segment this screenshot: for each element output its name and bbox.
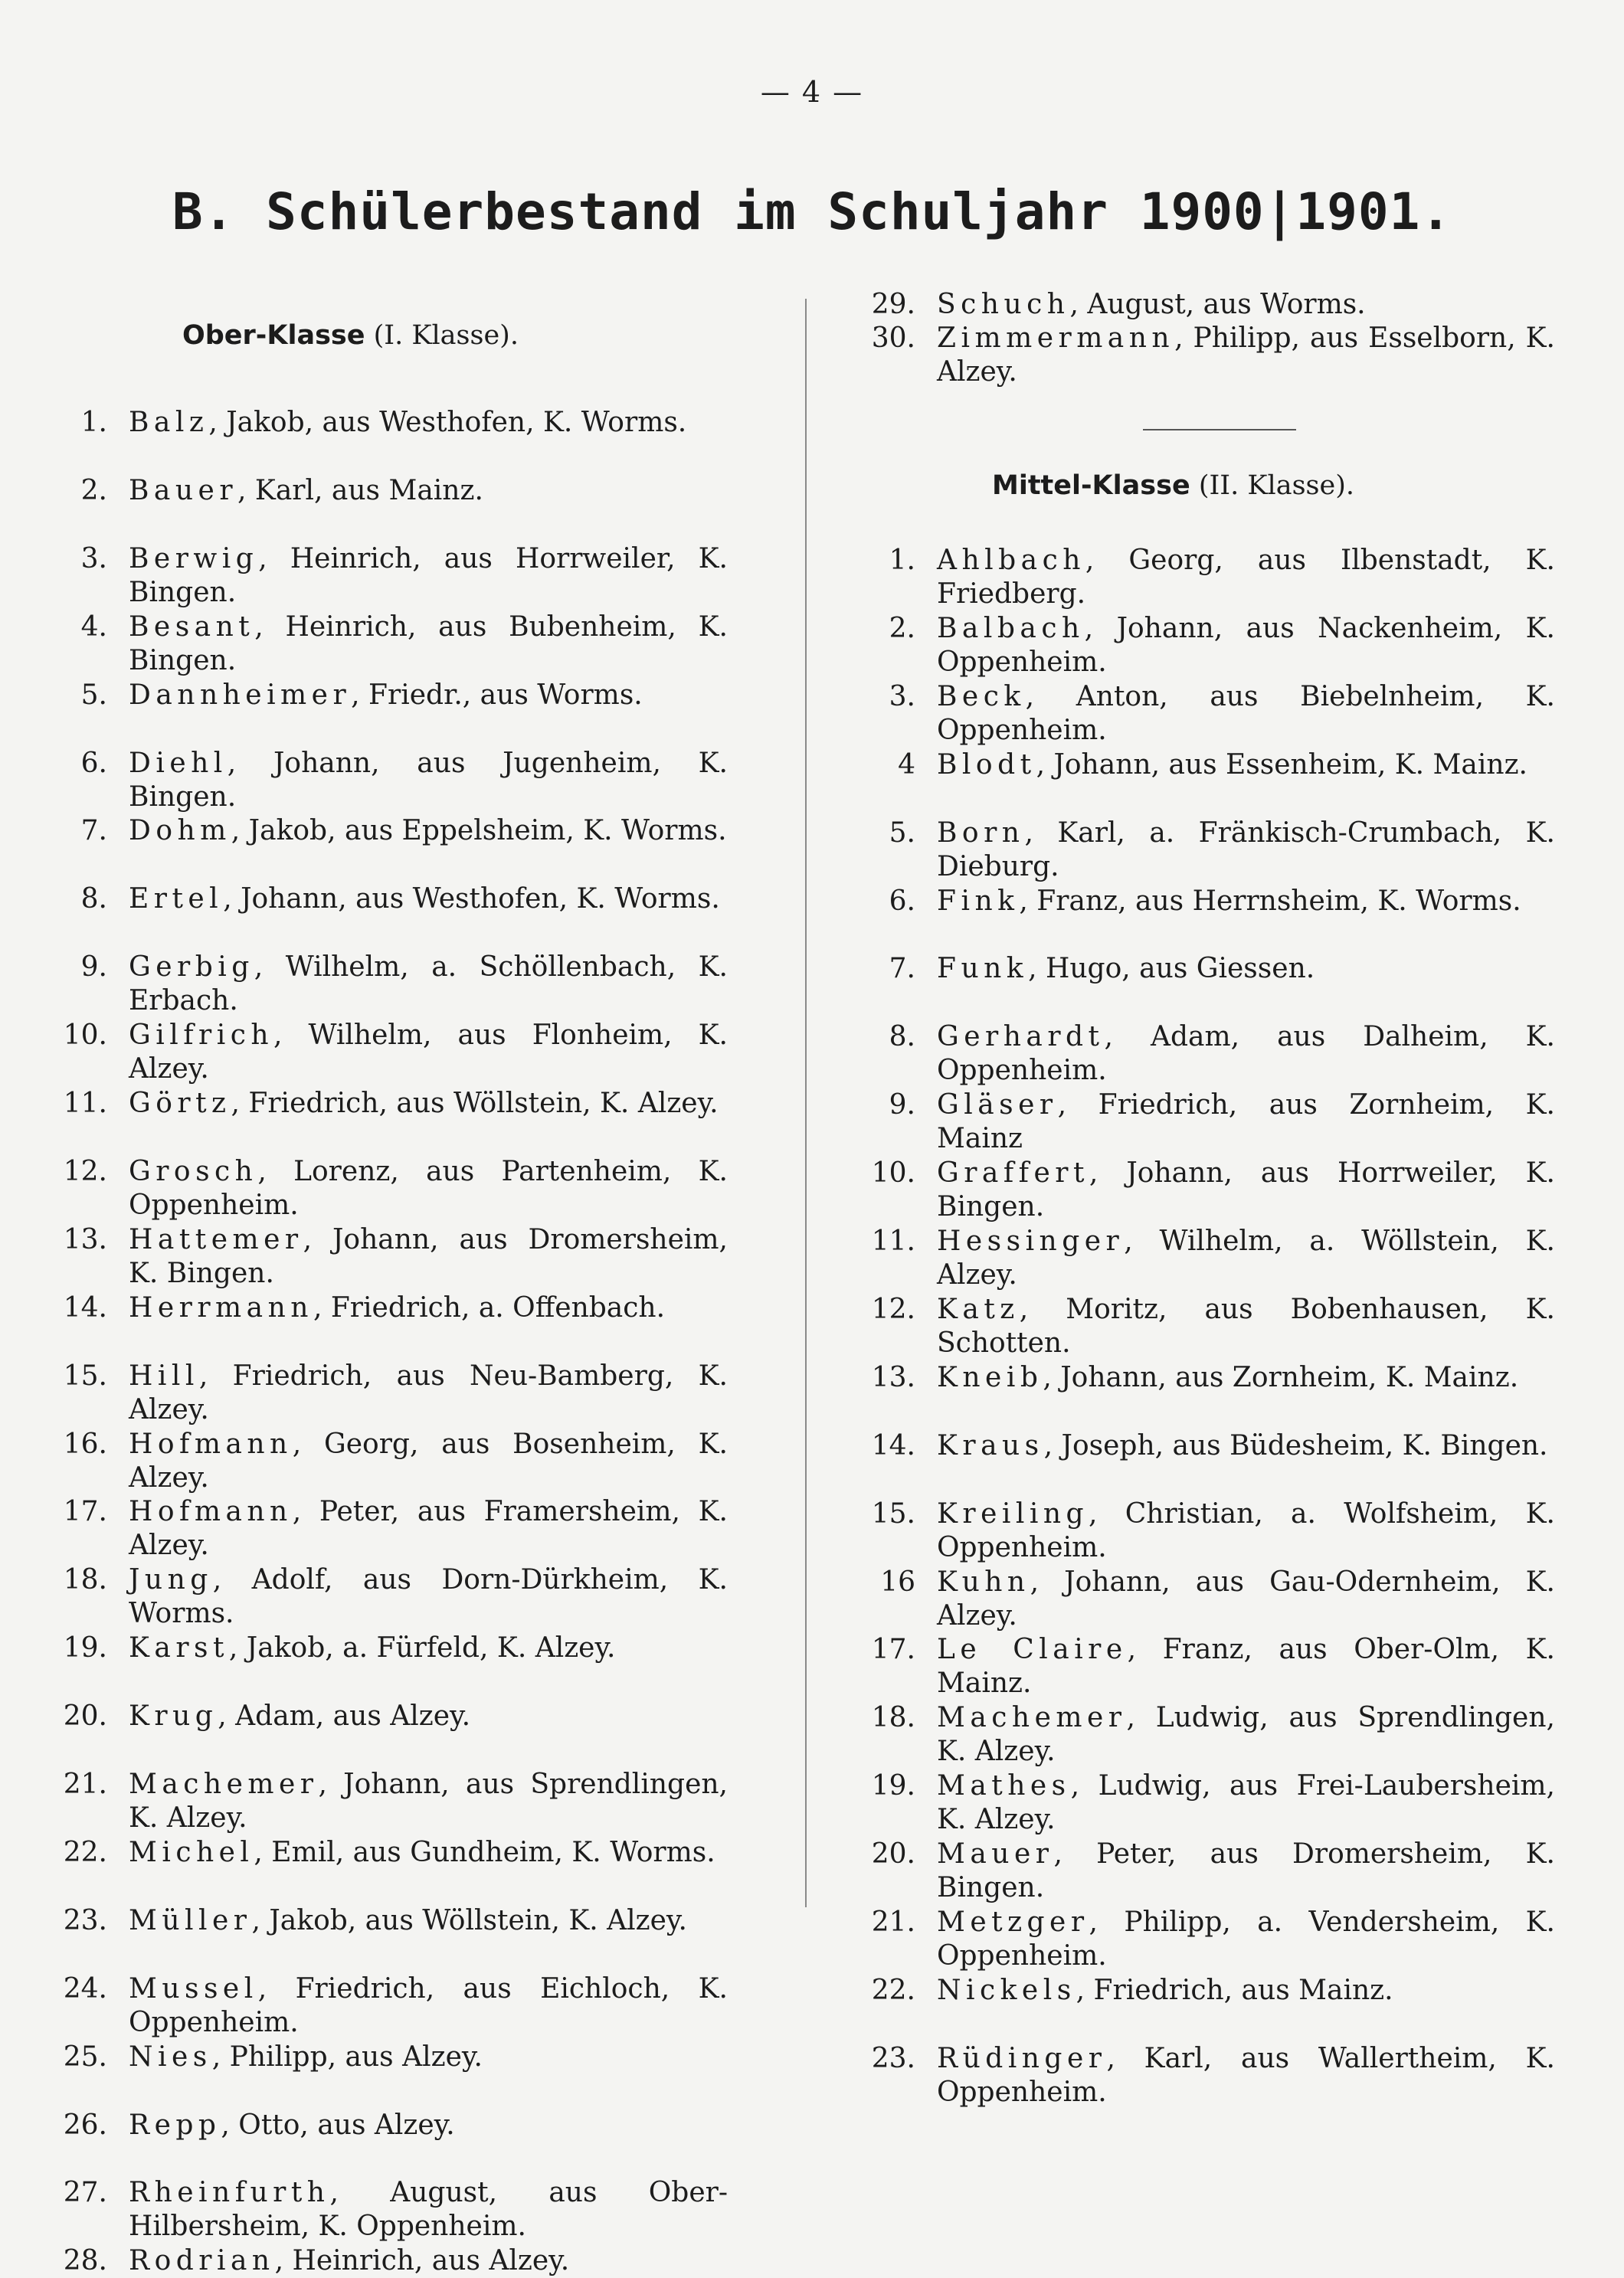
student-surname: Hofmann [129,1496,293,1528]
student-details: , Johann, aus Zornheim, K. Mainz. [1043,1361,1519,1393]
student-surname: Kraus [937,1429,1044,1461]
student-surname: Bauer [129,474,238,506]
entry-number: 5. [889,817,915,849]
student-surname: Balz [129,407,209,438]
entry-number: 20. [63,1700,107,1733]
student-details: , Joseph, aus Büdesheim, K. Bingen. [1043,1429,1548,1461]
list-item [54,474,728,508]
column-divider [805,299,807,1907]
student-details: , Karl, aus Mainz. [237,474,483,506]
student-details: , Adam, aus Dalheim, K. Oppenheim. [937,1021,1555,1087]
list-item [862,1701,1555,1769]
entry-text [937,1974,1555,2008]
list-item [862,1429,1555,1463]
student-details: , Ludwig, aus Frei-Laubersheim, K. Alzey. [937,1770,1555,1836]
list-item [54,406,728,440]
list-item [54,1563,728,1631]
student-details: , Peter, aus Framersheim, K. Alzey. [129,1496,728,1562]
section-heading-ober-klasse [182,320,519,351]
student-details: , Friedrich, aus Zornheim, K. Mainz [937,1089,1555,1155]
list-item [54,1904,728,1938]
entry-text [937,2042,1555,2109]
entry-number: 3. [80,542,107,574]
entry-number: 30. [871,322,915,354]
student-details: , Christian, a. Wolfsheim, K. Oppenheim. [937,1497,1555,1563]
list-item [862,885,1555,918]
student-surname: Nickels [937,1974,1076,2006]
entry-text [937,1566,1555,1633]
entry-text [129,1768,728,1835]
list-item [54,814,728,848]
list-item [862,288,1555,322]
student-surname: Diehl [129,747,228,779]
student-surname: Balbach [937,612,1085,644]
student-surname: Funk [937,953,1029,985]
list-item [54,1360,728,1427]
entry-text [937,1769,1555,1837]
section-heading-suffix: (II. Klasse). [1190,470,1355,501]
entry-text [129,1223,728,1291]
entry-text [129,1428,728,1495]
student-surname: Machemer [937,1702,1127,1734]
student-details: , Heinrich, aus Bubenheim, K. Bingen. [129,610,728,676]
entry-text [129,1836,728,1870]
list-item [862,1497,1555,1565]
list-item [54,747,728,814]
student-details: , Friedrich, aus Eichloch, K. Oppenheim. [129,1972,728,2038]
entry-text [937,952,1555,986]
student-details: , Johann, aus Essenheim, K. Mainz. [1036,748,1527,781]
student-surname: Kreiling [937,1497,1089,1530]
entry-text [129,406,728,440]
student-details: , Friedrich, aus Neu-Bamberg, K. Alzey. [129,1360,728,1425]
entry-number: 29. [871,289,915,320]
entry-number: 22. [63,1836,107,1868]
student-details: , Heinrich, aus Horrweiler, K. Bingen. [129,542,728,608]
entry-text [129,814,728,848]
entry-text [937,322,1555,389]
student-surname: Mussel [129,1972,258,2005]
entry-text [937,544,1555,611]
student-details: , Johann, aus Horrweiler, K. Bingen. [937,1157,1555,1223]
student-surname: Mauer [937,1838,1054,1871]
list-item [54,1768,728,1835]
entry-number: 18. [871,1702,915,1734]
section-heading-mittel-klasse [992,470,1354,501]
student-details: , Ludwig, aus Sprendlingen, K. Alzey. [937,1702,1555,1768]
entry-number: 4. [80,610,107,643]
student-surname: Gerhardt [937,1021,1105,1053]
student-details: , Emil, aus Gundheim, K. Worms. [254,1836,715,1868]
entry-number: 24. [63,1972,107,2005]
entry-number: 10. [871,1157,915,1190]
section-heading-suffix: (I. Klasse). [365,320,519,351]
student-surname: Blodt [937,748,1036,781]
list-item [862,1088,1555,1156]
list-item [54,1155,728,1222]
entry-number: 4 [898,748,915,781]
entry-text [937,1293,1555,1360]
entry-text [129,1291,728,1325]
entry-text [129,1087,728,1121]
entry-number: 8. [80,883,107,915]
list-item [862,1293,1555,1360]
section-heading-name: Mittel-Klasse [992,470,1190,501]
student-surname: Hofmann [129,1428,293,1460]
student-surname: Beck [937,680,1026,712]
entry-text [129,882,728,916]
student-surname: Fink [937,885,1020,917]
entry-text [937,1633,1555,1700]
entry-text [129,1155,728,1222]
student-details: , Friedrich, a. Offenbach. [313,1291,666,1324]
list-item [862,1361,1555,1395]
list-item [54,679,728,712]
student-details: , Philipp, aus Esselborn, K. Alzey. [937,322,1555,388]
student-surname: Kuhn [937,1566,1030,1598]
student-details: , Karl, aus Wallertheim, K. Oppenheim. [937,2042,1555,2108]
student-details: , Philipp, aus Alzey. [211,2041,483,2073]
page-number: — 4 — [760,75,864,109]
entry-number: 2. [889,612,915,644]
entry-number: 15. [871,1497,915,1530]
entry-number: 2. [80,474,107,506]
student-details: , Jakob, a. Fürfeld, K. Alzey. [228,1632,616,1664]
student-surname: Hessinger [937,1226,1125,1257]
student-details: , Adolf, aus Dorn-Dürkheim, K. Worms. [129,1564,728,1630]
entry-number: 7. [889,953,915,985]
student-details: , Georg, aus Ilbenstadt, K. Friedberg. [937,545,1555,610]
student-surname: Kneib [937,1361,1043,1393]
entry-text [129,1563,728,1631]
entry-number: 14. [871,1429,915,1461]
entry-number: 5. [80,679,107,711]
entry-number: 6. [889,885,915,917]
list-item [54,2109,728,2142]
student-details: , Johann, aus Gau-Odernheim, K. Alzey. [937,1566,1555,1632]
list-item [862,680,1555,748]
student-details: , Franz, aus Herrnsheim, K. Worms. [1019,885,1521,917]
student-surname: Gerbig [129,951,254,984]
entry-number: 23. [63,1904,107,1936]
student-surname: Gläser [937,1089,1058,1121]
entry-number: 12. [63,1155,107,1187]
entry-number: 15. [63,1360,107,1392]
student-surname: Berwig [129,542,259,574]
student-details: , Jakob, aus Westhofen, K. Worms. [208,407,687,438]
student-details: , Johann, aus Westhofen, K. Worms. [223,883,720,915]
list-item [862,952,1555,986]
student-surname: Zimmermann [937,322,1175,354]
student-details: , Georg, aus Bosenheim, K. Alzey. [129,1428,728,1494]
list-item [54,951,728,1018]
list-item [54,1019,728,1086]
entry-number: 6. [80,747,107,779]
student-surname: Rüdinger [937,2042,1107,2074]
student-details: , Philipp, a. Vendersheim, K. Oppenheim. [937,1907,1555,1972]
entry-number: 17. [871,1634,915,1666]
section-heading-name: Ober-Klasse [182,320,365,351]
student-details: , Jakob, aus Wöllstein, K. Alzey. [251,1904,687,1936]
entry-text [937,885,1555,918]
student-details: , Karl, a. Fränkisch-Crumbach, K. Dieburg. [937,817,1555,882]
list-item [862,322,1555,389]
student-surname: Mathes [937,1770,1071,1802]
list-item [54,2041,728,2074]
list-item [54,1836,728,1870]
list-item [54,1972,728,2040]
entry-number: 1. [80,407,107,438]
entry-text [129,2041,728,2074]
student-details: , Hugo, aus Giessen. [1028,953,1315,985]
entry-text [129,1495,728,1563]
entry-text [937,1497,1555,1565]
entry-text [937,612,1555,679]
entry-text [129,2176,728,2244]
list-item [54,542,728,610]
entry-text [129,951,728,1018]
student-details: , Adam, aus Alzey. [218,1700,471,1733]
entry-number: 14. [63,1291,107,1324]
entry-text [129,1019,728,1086]
entry-number: 11. [63,1088,107,1119]
entry-text [937,748,1555,782]
entry-text [937,1225,1555,1292]
student-details: , Johann, aus Jugenheim, K. Bingen. [129,747,728,813]
student-surname: Besant [129,610,255,643]
student-details: , Friedrich, aus Mainz. [1076,1974,1393,2006]
student-details: , Wilhelm, aus Flonheim, K. Alzey. [129,1020,728,1085]
student-surname: Hill [129,1360,199,1392]
student-surname: Ahlbach [937,545,1085,576]
list-item [862,1020,1555,1088]
student-details: , Johann, aus Sprendlingen, K. Alzey. [129,1769,728,1834]
entry-text [937,1088,1555,1156]
list-item [862,544,1555,611]
list-item [54,1291,728,1325]
entry-text [129,542,728,610]
entry-text [937,1906,1555,1973]
entry-number: 25. [63,2041,107,2073]
student-details: , Friedrich, aus Wöllstein, K. Alzey. [231,1088,719,1119]
list-item [862,2042,1555,2109]
student-details: , Wilhelm, a. Schöllenbach, K. Erbach. [129,951,728,1017]
student-surname: Herrmann [129,1291,313,1324]
entry-text [937,817,1555,884]
list-item [862,817,1555,884]
student-details: , Peter, aus Dromersheim, K. Bingen. [937,1838,1555,1904]
student-details: , Lorenz, aus Partenheim, K. Oppenheim. [129,1155,728,1221]
entry-number: 1. [889,545,915,576]
list-item [862,1566,1555,1633]
entry-text [129,1972,728,2040]
list-item [862,1157,1555,1224]
entry-number: 17. [63,1496,107,1528]
entry-number: 11. [871,1226,915,1257]
entry-text [129,474,728,508]
student-surname: Görtz [129,1088,231,1119]
student-details: , Johann, aus Dromersheim, K. Bingen. [129,1223,728,1289]
entry-number: 13. [871,1361,915,1393]
list-item [54,1428,728,1495]
entry-number: 10. [63,1020,107,1052]
entry-number: 23. [871,2042,915,2074]
entry-number: 8. [889,1021,915,1053]
list-item [862,1633,1555,1700]
student-surname: Nies [129,2041,212,2073]
list-item [54,1087,728,1121]
entry-text [129,679,728,712]
entry-number: 22. [871,1974,915,2006]
student-surname: Machemer [129,1769,319,1800]
student-details: , Heinrich, aus Alzey. [274,2245,570,2277]
student-surname: Jung [129,1564,213,1596]
list-item [862,748,1555,782]
student-surname: Repp [129,2109,221,2141]
student-details: , August, aus Worms. [1069,289,1366,320]
student-details: , Wilhelm, a. Wöllstein, K. Alzey. [937,1226,1555,1291]
entry-number: 27. [63,2177,107,2209]
student-surname: Karst [129,1632,229,1664]
student-surname: Graffert [937,1157,1089,1190]
list-item [54,1700,728,1733]
entry-number: 19. [63,1632,107,1664]
list-item [862,1838,1555,1905]
student-surname: Michel [129,1836,254,1868]
list-item [862,612,1555,679]
entry-text [129,747,728,814]
list-item [54,2176,728,2244]
student-details: , Moritz, aus Bobenhausen, K. Schotten. [937,1293,1555,1359]
page-title: B. Schülerbestand im Schuljahr 1900|1901. [172,182,1452,241]
entry-text [937,1429,1555,1463]
list-item [862,1906,1555,1973]
entry-number: 21. [63,1769,107,1800]
entry-number: 21. [871,1907,915,1938]
student-surname: Rheinfurth [129,2177,330,2209]
student-surname: Dohm [129,815,231,847]
student-details: , August, aus Ober-Hilbersheim, K. Oppenheim. [129,2177,728,2243]
student-surname: Rodrian [129,2245,275,2277]
student-details: , Otto, aus Alzey. [221,2109,455,2141]
student-details: , Johann, aus Nackenheim, K. Oppenheim. [937,612,1555,678]
student-details: , Franz, aus Ober-Olm, K. Mainz. [937,1634,1555,1700]
student-surname: Grosch [129,1155,258,1187]
list-item [54,1223,728,1291]
entry-number: 18. [63,1564,107,1596]
entry-text [129,1700,728,1733]
entry-number: 7. [80,815,107,847]
entry-text [937,1838,1555,1905]
student-surname: Dannheimer [129,679,352,711]
entry-text [129,2244,728,2278]
section-separator [1143,429,1296,430]
student-details: , Anton, aus Biebelnheim, K. Oppenheim. [937,680,1555,746]
student-surname: Metzger [937,1907,1089,1938]
entry-number: 3. [889,680,915,712]
entry-number: 20. [871,1838,915,1871]
student-surname: Katz [937,1293,1020,1325]
entry-text [129,610,728,678]
student-details: , Friedr., aus Worms. [351,679,643,711]
student-surname: Ertel [129,883,224,915]
entry-number: 19. [871,1770,915,1802]
student-surname: Müller [129,1904,252,1936]
entry-text [129,1632,728,1665]
list-item [862,1974,1555,2008]
entry-text [937,680,1555,748]
entry-number: 26. [63,2109,107,2141]
entry-number: 16 [880,1566,915,1598]
student-surname: Krug [129,1700,218,1733]
student-surname: Gilfrich [129,1020,274,1052]
list-item [862,1769,1555,1837]
entry-number: 13. [63,1223,107,1255]
entry-text [937,1020,1555,1088]
entry-number: 12. [871,1293,915,1325]
entry-text [937,288,1555,322]
student-details: , Jakob, aus Eppelsheim, K. Worms. [231,815,727,847]
student-surname: Le Claire [937,1634,1128,1666]
list-item [54,1632,728,1665]
entry-number: 28. [63,2245,107,2277]
entry-text [937,1157,1555,1224]
entry-number: 16. [63,1428,107,1460]
list-item [54,1495,728,1563]
entry-text [129,1360,728,1427]
entry-number: 9. [80,951,107,984]
student-surname: Born [937,817,1025,849]
student-surname: Hattemer [129,1223,303,1255]
list-item [54,610,728,678]
student-surname: Schuch [937,289,1070,320]
entry-text [129,1904,728,1938]
entry-text [937,1361,1555,1395]
list-item [862,1225,1555,1292]
entry-text [937,1701,1555,1769]
list-item [54,882,728,916]
entry-number: 9. [889,1089,915,1121]
list-item [54,2244,728,2278]
entry-text [129,2109,728,2142]
